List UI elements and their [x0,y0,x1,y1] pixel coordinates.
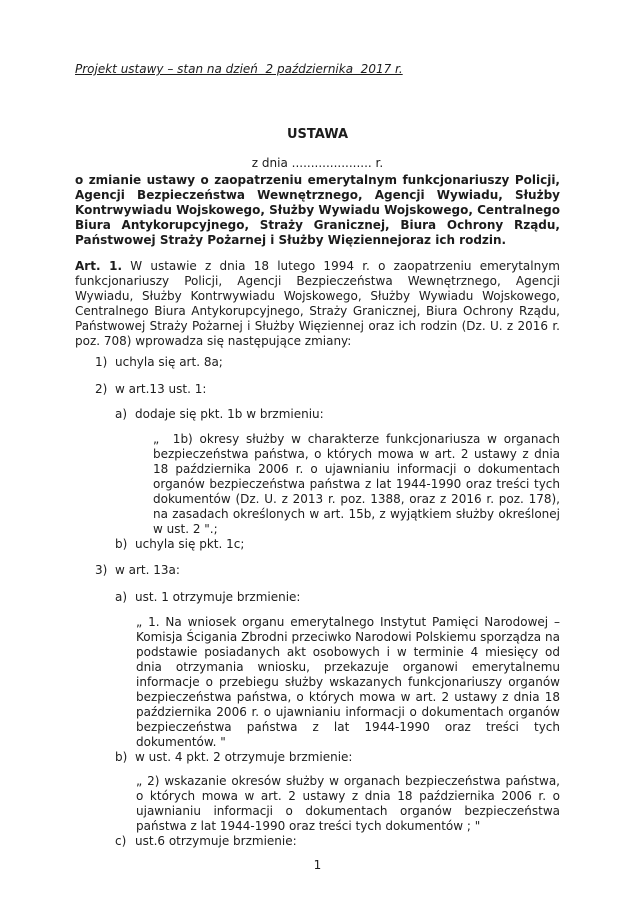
page-number: 1 [313,858,322,872]
document-title: USTAWA [286,127,349,142]
draft-status-line: Projekt ustawy – stan na dzień 2 października 2017 r. [75,62,403,76]
date-placeholder-line: z dnia ..................... r. [251,156,384,170]
item-text: ust. 1 otrzymuje brzmienie: [135,590,301,604]
document-subject: o zmianie ustawy o zaopatrzeniu emerytalnym funkcjonariuszy Policji, Agencji Bezpieczeństwa Wewnętrznego, Agencji Wywiadu, Służby Kontrwywiadu Wojskowego, Służby Wywiadu Wojskowego, Centralnego Biura Antykorupcyjnego, Straży Granicznej, Biura Ochrony Rządu, Państwowej Straży Pożarnej i Służby Więziennejoraz ich rodzin. [75,173,560,247]
item-text: ust.6 otrzymuje brzmienie: [135,834,297,848]
item-text: uchyla się pkt. 1c; [135,537,245,551]
item-marker: a) [115,407,128,421]
article-1-label: Art. 1. [75,259,123,273]
amendment-item-3c [115,834,560,849]
quoted-provision-ust-1: „ 1. Na wniosek organu emerytalnego Instytut Pamięci Narodowej – Komisja Ścigania Zbrodni przeciwko Narodowi Polskiemu sporządza na podstawie posiadanych akt osobowych i w terminie 4 miesięcy od dnia otrzymania wniosku, przekazuje organowi emerytalnemu informacje o przebiegu służby wskazanych funkcjonariuszy organów bezpieczeństwa państwa, o których mowa w art. 2 ustawy z dnia 18 października 2006 r. o ujawnianiu informacji o dokumentach organów bezpieczeństwa państwa z lat 1944-1990 oraz treści tych dokumentów. " [136,615,560,749]
item-text: w art. 13a: [115,563,180,577]
item-marker: b) [115,537,128,551]
item-marker: 2) [95,382,108,396]
article-1-text: W ustawie z dnia 18 lutego 1994 r. o zaopatrzeniu emerytalnym funkcjonariuszy Policji, Agencji Bezpieczeństwa Wewnętrznego, Agencji Wywiadu, Służby Kontrwywiadu Wojskowego, Służby Wywiadu Wojskowego, Centralnego Biura Antykorupcyjnego, Straży Granicznej, Biura Ochrony Rządu, Państwowej Straży Pożarnej i Służby Więziennej oraz ich rodzin (Dz. U. z 2016 r. poz. 708) wprowadza się następujące zmiany: [75,259,561,348]
amendment-item-3 [95,563,560,578]
quoted-provision-pkt-2: „ 2) wskazanie okresów służby w organach bezpieczeństwa państwa, o których mowa w art. 2 ustawy z dnia 18 października 2006 r. o ujawnianiu informacji o dokumentach organów bezpieczeństwa państwa z lat 1944-1990 oraz treści tych dokumentów ; " [136,774,560,833]
item-marker: c) [115,834,127,848]
amendment-item-3b [115,750,560,765]
item-text: uchyla się art. 8a; [115,355,223,369]
item-marker: a) [115,590,128,604]
item-text: dodaje się pkt. 1b w brzmieniu: [135,407,324,421]
item-marker: 3) [95,563,108,577]
amendment-item-2a [115,407,560,422]
item-text: w art.13 ust. 1: [115,382,207,396]
item-marker: b) [115,750,128,764]
item-text: w ust. 4 pkt. 2 otrzymuje brzmienie: [135,750,353,764]
amendment-item-1 [95,355,560,370]
amendment-item-2 [95,382,560,397]
quoted-provision-pkt-1b: „ 1b) okresy służby w charakterze funkcjonariusza w organach bezpieczeństwa państwa, o których mowa w art. 2 ustawy z dnia 18 października 2006 r. o ujawnianiu informacji o dokumentach organów bezpieczeństwa państwa z lat 1944-1990 oraz treści tych dokumentów (Dz. U. z 2013 r. poz. 1388, oraz z 2016 r. poz. 178), na zasadach określonych w art. 15b, z wyjątkiem służby określonej w ust. 2 ".; [153,432,560,536]
item-marker: 1) [95,355,108,369]
article-1-paragraph [75,259,560,349]
amendment-item-3a [115,590,560,605]
amendment-item-2b [115,537,560,552]
